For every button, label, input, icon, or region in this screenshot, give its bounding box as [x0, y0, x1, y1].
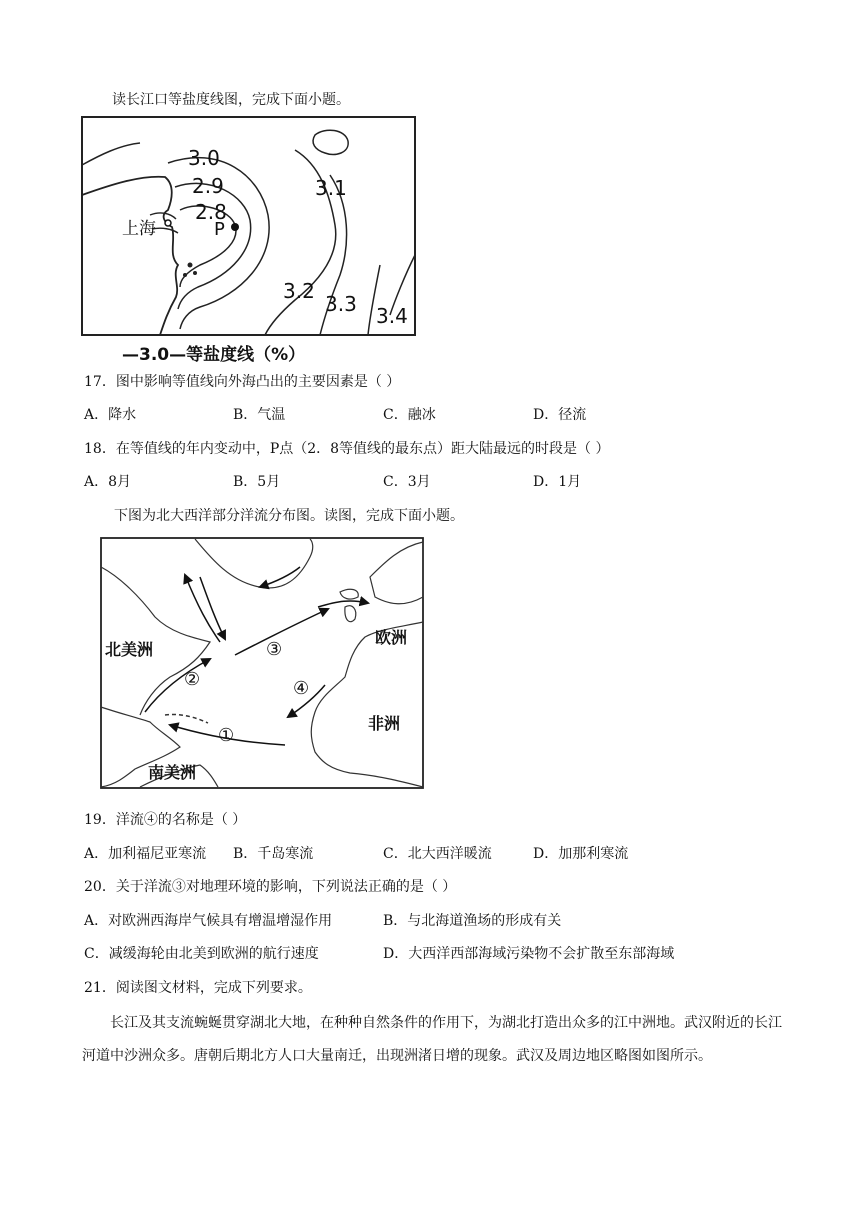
salinity-isoline-map	[80, 115, 420, 370]
q19-option-c[interactable]: C．北大西洋暖流	[383, 846, 492, 862]
label-shanghai: 上海	[122, 219, 156, 239]
label-current-2: ②	[184, 669, 201, 690]
label-2.9: 2.9	[192, 174, 224, 198]
q20-option-a[interactable]: A．对欧洲西海岸气候具有增温增湿作用	[84, 913, 333, 929]
q20-option-d[interactable]: D．大西洋西部海域污染物不会扩散至东部海域	[383, 946, 675, 962]
q21-material-paragraph: 长江及其支流蜿蜒贯穿湖北大地，在种种自然条件的作用下，为湖北打造出众多的江中洲地。武汉附近的长江河道中沙洲众多。唐朝后期北方人口大量南迁，出现洲渚日增的现象。武汉及周边地区略图如图所示。	[82, 1015, 782, 1064]
map1-legend: —3.0—等盐度线（%）	[122, 345, 306, 365]
label-3.1: 3.1	[315, 176, 347, 200]
q17-option-c[interactable]: C．融冰	[383, 407, 436, 423]
label-south-america: 南美洲	[148, 763, 197, 782]
label-3.3: 3.3	[325, 292, 357, 316]
north-atlantic-currents-map	[100, 537, 425, 792]
coastline	[82, 177, 178, 335]
currents-map-svg	[100, 537, 425, 792]
label-2.8: 2.8	[195, 200, 227, 224]
label-3.0: 3.0	[188, 146, 220, 170]
label-north-america: 北美洲	[105, 640, 154, 659]
q19-option-a[interactable]: A．加利福尼亚寒流	[84, 846, 207, 862]
label-current-3: ③	[266, 639, 283, 660]
label-current-1: ①	[218, 725, 235, 746]
label-current-4: ④	[293, 678, 310, 699]
question-19-stem: 19．洋流④的名称是（ ）	[84, 812, 247, 828]
q20-option-c[interactable]: C．减缓海轮由北美到欧洲的航行速度	[84, 946, 319, 962]
island	[313, 130, 348, 154]
q17-option-a[interactable]: A．降水	[84, 407, 137, 423]
q18-option-b[interactable]: B．5月	[233, 474, 281, 490]
question-20-stem: 20．关于洋流③对地理环境的影响，下列说法正确的是（ ）	[84, 879, 457, 895]
q18-option-a[interactable]: A．8月	[84, 474, 132, 490]
shanghai-marker	[165, 220, 171, 226]
q19-option-b[interactable]: B．千岛寒流	[233, 846, 314, 862]
question-18-stem: 18．在等值线的年内变动中，P点（2．8等值线的最东点）距大陆最远的时段是（ ）	[84, 441, 610, 457]
point-p-marker	[231, 223, 239, 231]
label-europe: 欧洲	[375, 628, 408, 647]
q19-option-d[interactable]: D．加那利寒流	[533, 846, 629, 862]
label-africa: 非洲	[368, 714, 401, 733]
coastline-north	[82, 143, 140, 165]
salinity-map-svg	[80, 115, 420, 370]
q17-option-d[interactable]: D．径流	[533, 407, 587, 423]
q20-option-b[interactable]: B．与北海道渔场的形成有关	[383, 913, 562, 929]
label-p: P	[214, 219, 225, 240]
question-21-stem: 21．阅读图文材料，完成下列要求。	[84, 980, 312, 996]
intro-text-1: 读长江口等盐度线图，完成下面小题。	[112, 92, 350, 108]
islet-2	[193, 271, 197, 275]
map2-frame	[101, 538, 423, 788]
question-17-stem: 17．图中影响等值线向外海凸出的主要因素是（ ）	[84, 374, 401, 390]
q17-option-b[interactable]: B．气温	[233, 407, 286, 423]
q18-option-c[interactable]: C．3月	[383, 474, 431, 490]
label-3.2: 3.2	[283, 279, 315, 303]
intro-text-2: 下图为北大西洋部分洋流分布图。读图，完成下面小题。	[114, 508, 464, 524]
label-3.4: 3.4	[376, 304, 408, 328]
q18-option-d[interactable]: D．1月	[533, 474, 582, 490]
islet-1	[188, 263, 193, 268]
